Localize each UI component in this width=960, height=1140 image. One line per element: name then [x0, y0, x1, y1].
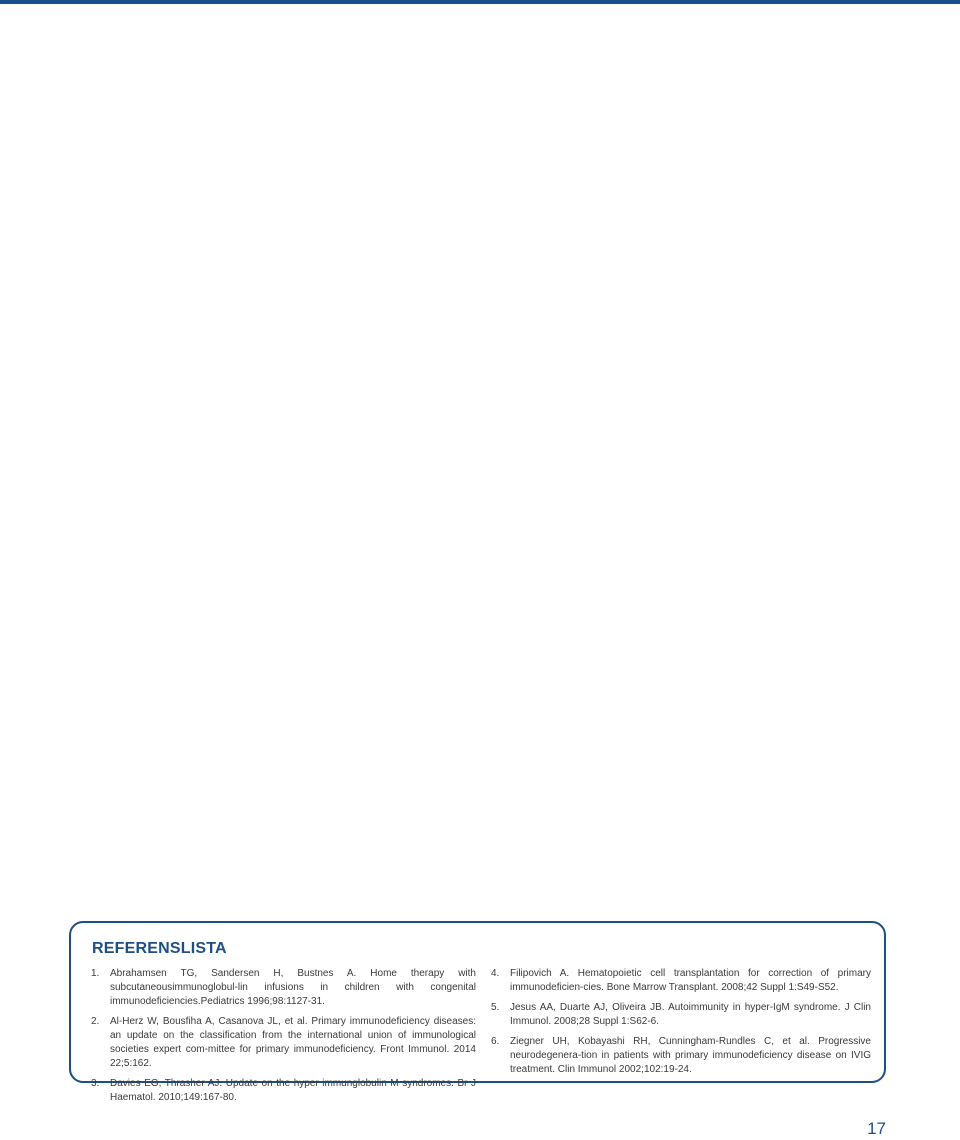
reference-number: 6.	[491, 1036, 500, 1047]
reference-item	[91, 967, 476, 1009]
reference-item	[91, 1077, 476, 1105]
reference-text: Abrahamsen TG, Sandersen H, Bustnes A. Home therapy with subcutaneousimmunoglobul-lin infusions in children with congenital immunodeficiencies.Pediatrics 1996;98:1127-31.	[110, 968, 476, 1007]
page-number: 17	[867, 1119, 886, 1138]
reference-number: 3.	[91, 1078, 100, 1089]
reference-text: Al-Herz W, Bousfiha A, Casanova JL, et al. Primary immunodeficiency diseases: an update on the classification from the international union of immunological societies expert com-mittee for primary immunodeficiency. Front Immunol. 2014 22;5:162.	[110, 1016, 476, 1069]
reference-number: 4.	[491, 968, 500, 979]
reference-text: Davies EG, Thrasher AJ. Update on the hyper immunglobulin M syndromes. Br J Haematol. 2010;149:167-80.	[110, 1078, 476, 1103]
top-accent-bar	[0, 0, 960, 4]
reference-number: 5.	[491, 1002, 500, 1013]
reference-column-right	[491, 967, 871, 1083]
reference-item	[491, 1035, 871, 1077]
reference-number: 2.	[91, 1016, 100, 1027]
reference-text: Jesus AA, Duarte AJ, Oliveira JB. Autoimmunity in hyper-IgM syndrome. J Clin Immunol. 2008;28 Suppl 1:S62-6.	[510, 1002, 871, 1027]
reference-item	[491, 1001, 871, 1029]
reference-number: 1.	[91, 968, 100, 979]
reference-list-title: REFERENSLISTA	[92, 940, 227, 957]
reference-list-box	[69, 921, 886, 1103]
reference-item	[491, 967, 871, 995]
reference-column-left	[91, 967, 476, 1111]
reference-text: Ziegner UH, Kobayashi RH, Cunningham-Rundles C, et al. Progressive neurodegenera-tion in patients with primary immunodeficiency disease on IVIG treatment. Clin Immunol 2002;102:19-24.	[510, 1036, 871, 1075]
reference-text: Filipovich A. Hematopoietic cell transplantation for correction of primary immunodeficien-cies. Bone Marrow Transplant. 2008;42 Suppl 1:S49-S52.	[510, 968, 871, 993]
reference-item	[91, 1015, 476, 1071]
